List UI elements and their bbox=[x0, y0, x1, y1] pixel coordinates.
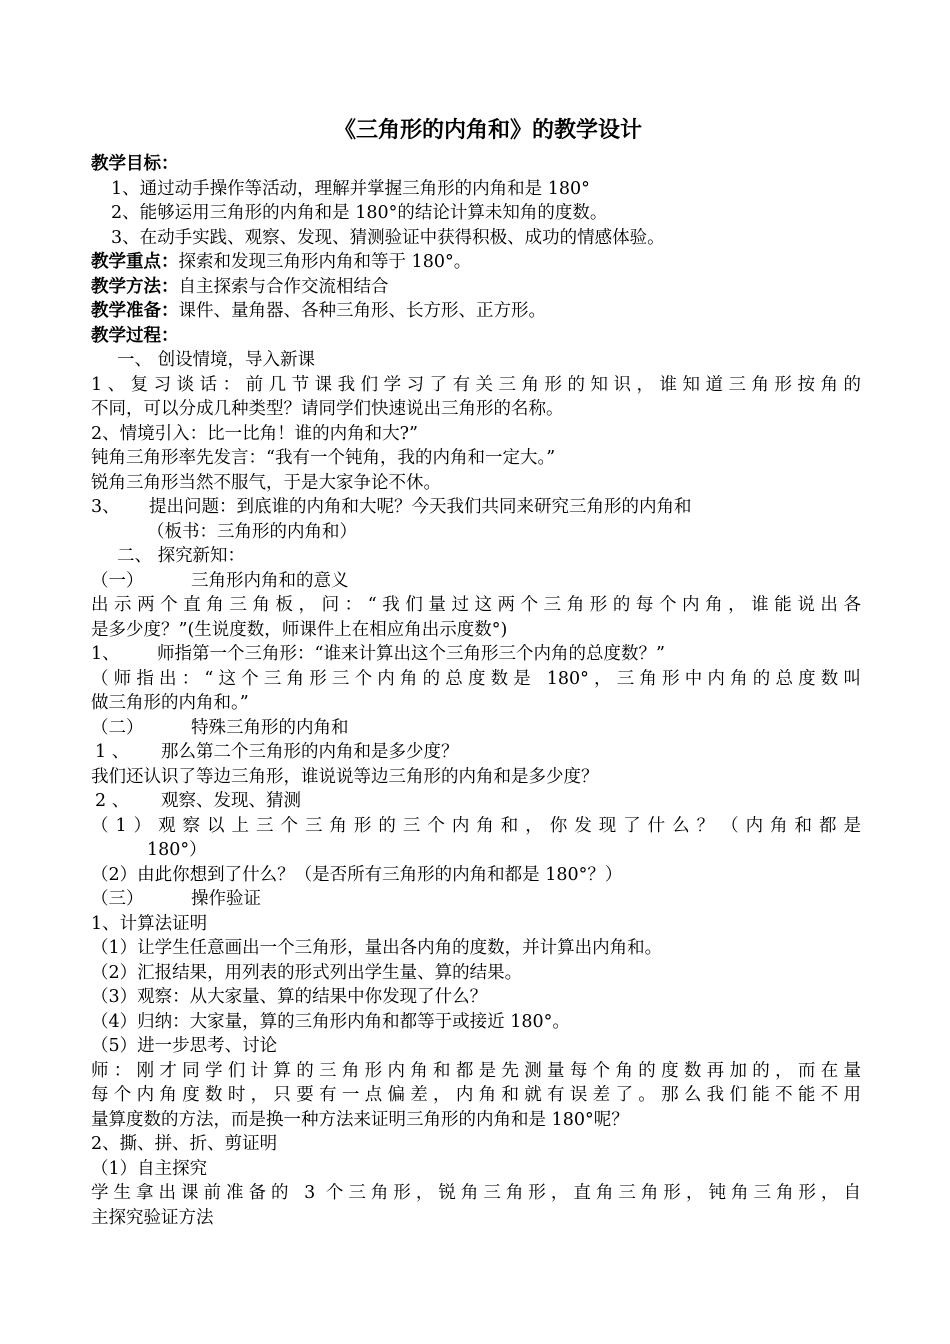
section-2-heading: 二、 探究新知： bbox=[117, 546, 246, 566]
numbered-line: 1、 师指第一个三角形：“谁来计算出这个三角形三个内角的总度数？” bbox=[91, 644, 665, 664]
paragraph-line: 不同，可以分成几种类型？请同学们快速说出三角形的名称。 bbox=[91, 399, 564, 419]
process-heading: 教学过程： bbox=[91, 325, 179, 346]
method-label: 教学方法： bbox=[91, 276, 179, 297]
paragraph-line: 量算度数的方法，而是换一种方法来证明三角形的内角和是 180°呢？ bbox=[91, 1109, 629, 1130]
paragraph-line: （4）归纳：大家量，算的三角形内角和都等于或接近 180°。 bbox=[91, 1011, 570, 1032]
section-1-heading: 一、 创设情境，导入新课 bbox=[117, 350, 316, 370]
subsection-heading: （二） 特殊三角形的内角和 bbox=[91, 717, 349, 738]
numbered-line: 3、 提出问题：到底谁的内角和大呢？今天我们共同来研究三角形的内角和 bbox=[91, 497, 692, 517]
key-point-line bbox=[91, 250, 861, 275]
paragraph-line: 1、复习谈话：前几节课我们学习了有关三角形的知识，谁知道三角形按角的 bbox=[91, 374, 861, 395]
paragraph-line: 钝角三角形率先发言：“我有一个钝角，我的内角和一定大。” bbox=[91, 448, 556, 468]
goal-item-1: 1、通过动手操作等活动，理解并掌握三角形的内角和是 180° bbox=[111, 178, 590, 199]
method-text: 自主探索与合作交流相结合 bbox=[178, 276, 389, 297]
paragraph-line: （2）由此你想到了什么？（是否所有三角形的内角和都是 180°？） bbox=[91, 864, 623, 885]
paragraph-line: 师：刚才同学们计算的三角形内角和都是先测量每个角的度数再加的，而在量 bbox=[91, 1060, 861, 1081]
paragraph-line: （3）观察：从大家量、算的结果中你发现了什么？ bbox=[91, 987, 488, 1007]
document-title: 《三角形的内角和》的教学设计 bbox=[333, 117, 642, 143]
goal-item-2: 2、能够运用三角形的内角和是 180°的结论计算未知角的度数。 bbox=[111, 203, 608, 223]
paragraph-line: 锐角三角形当然不服气，于是大家争论不休。 bbox=[91, 472, 441, 493]
paragraph-line: 学生拿出课前准备的 3 个三角形，锐角三角形，直角三角形，钝角三角形，自 bbox=[91, 1183, 861, 1203]
paragraph-line: （板书：三角形的内角和） bbox=[147, 521, 357, 542]
numbered-line: 1 、 那么第二个三角形的内角和是多少度？ bbox=[95, 742, 459, 762]
prep-line bbox=[91, 299, 861, 324]
paragraph-line: 每个内角度数时，只要有一点偏差，内角和就有误差了。那么我们能不能不用 bbox=[91, 1085, 861, 1105]
paragraph-line: （2）汇报结果，用列表的形式列出学生量、算的结果。 bbox=[91, 962, 523, 983]
key-point-label: 教学重点： bbox=[91, 252, 179, 272]
paragraph-line: 出示两个直角三角板，问：“我们量过这两个三角形的每个内角，谁能说出各 bbox=[91, 595, 861, 615]
paragraph-line: （1）让学生任意画出一个三角形，量出各内角的度数，并计算出内角和。 bbox=[91, 938, 663, 958]
key-point-text: 探索和发现三角形内角和等于 180°。 bbox=[178, 252, 472, 272]
method-line bbox=[91, 275, 861, 300]
paragraph-line: （5）进一步思考、讨论 bbox=[91, 1036, 278, 1056]
paragraph-line: 2、情境引入：比一比角！谁的内角和大?” bbox=[91, 423, 418, 444]
paragraph-line: 180°） bbox=[147, 840, 207, 860]
paragraph-line: 主探究验证方法 bbox=[91, 1207, 214, 1228]
paragraph-line: 做三角形的内角和。” bbox=[91, 693, 249, 713]
paragraph-line: （1）自主探究 bbox=[91, 1158, 208, 1179]
paragraph-line: 1、计算法证明 bbox=[91, 913, 208, 934]
numbered-line: 2 、 观察、发现、猜测 bbox=[95, 791, 301, 811]
paragraph-line: 是多少度？”(生说度数，师课件上在相应角出示度数°) bbox=[91, 619, 508, 640]
prep-text: 课件、量角器、各种三角形、长方形、正方形。 bbox=[178, 301, 546, 321]
paragraph-line: 我们还认识了等边三角形，谁说说等边三角形的内角和是多少度？ bbox=[91, 766, 599, 787]
prep-label: 教学准备： bbox=[91, 301, 179, 321]
paragraph-line: （1）观察以上三个三角形的三个内角和，你发现了什么？（内角和都是 bbox=[91, 815, 861, 836]
goal-item-3: 3、在动手实践、观察、发现、猜测验证中获得积极、成功的情感体验。 bbox=[111, 227, 665, 248]
paragraph-line: （师指出：“这个三角形三个内角的总度数是 180°，三角形中内角的总度数叫 bbox=[91, 668, 861, 689]
subsection-heading: （三） 操作验证 bbox=[91, 889, 261, 909]
subsection-heading: （一） 三角形内角和的意义 bbox=[91, 570, 349, 591]
goals-heading: 教学目标： bbox=[91, 154, 179, 174]
document-page bbox=[91, 112, 861, 1230]
paragraph-line: 2、撕、拼、折、剪证明 bbox=[91, 1134, 278, 1154]
